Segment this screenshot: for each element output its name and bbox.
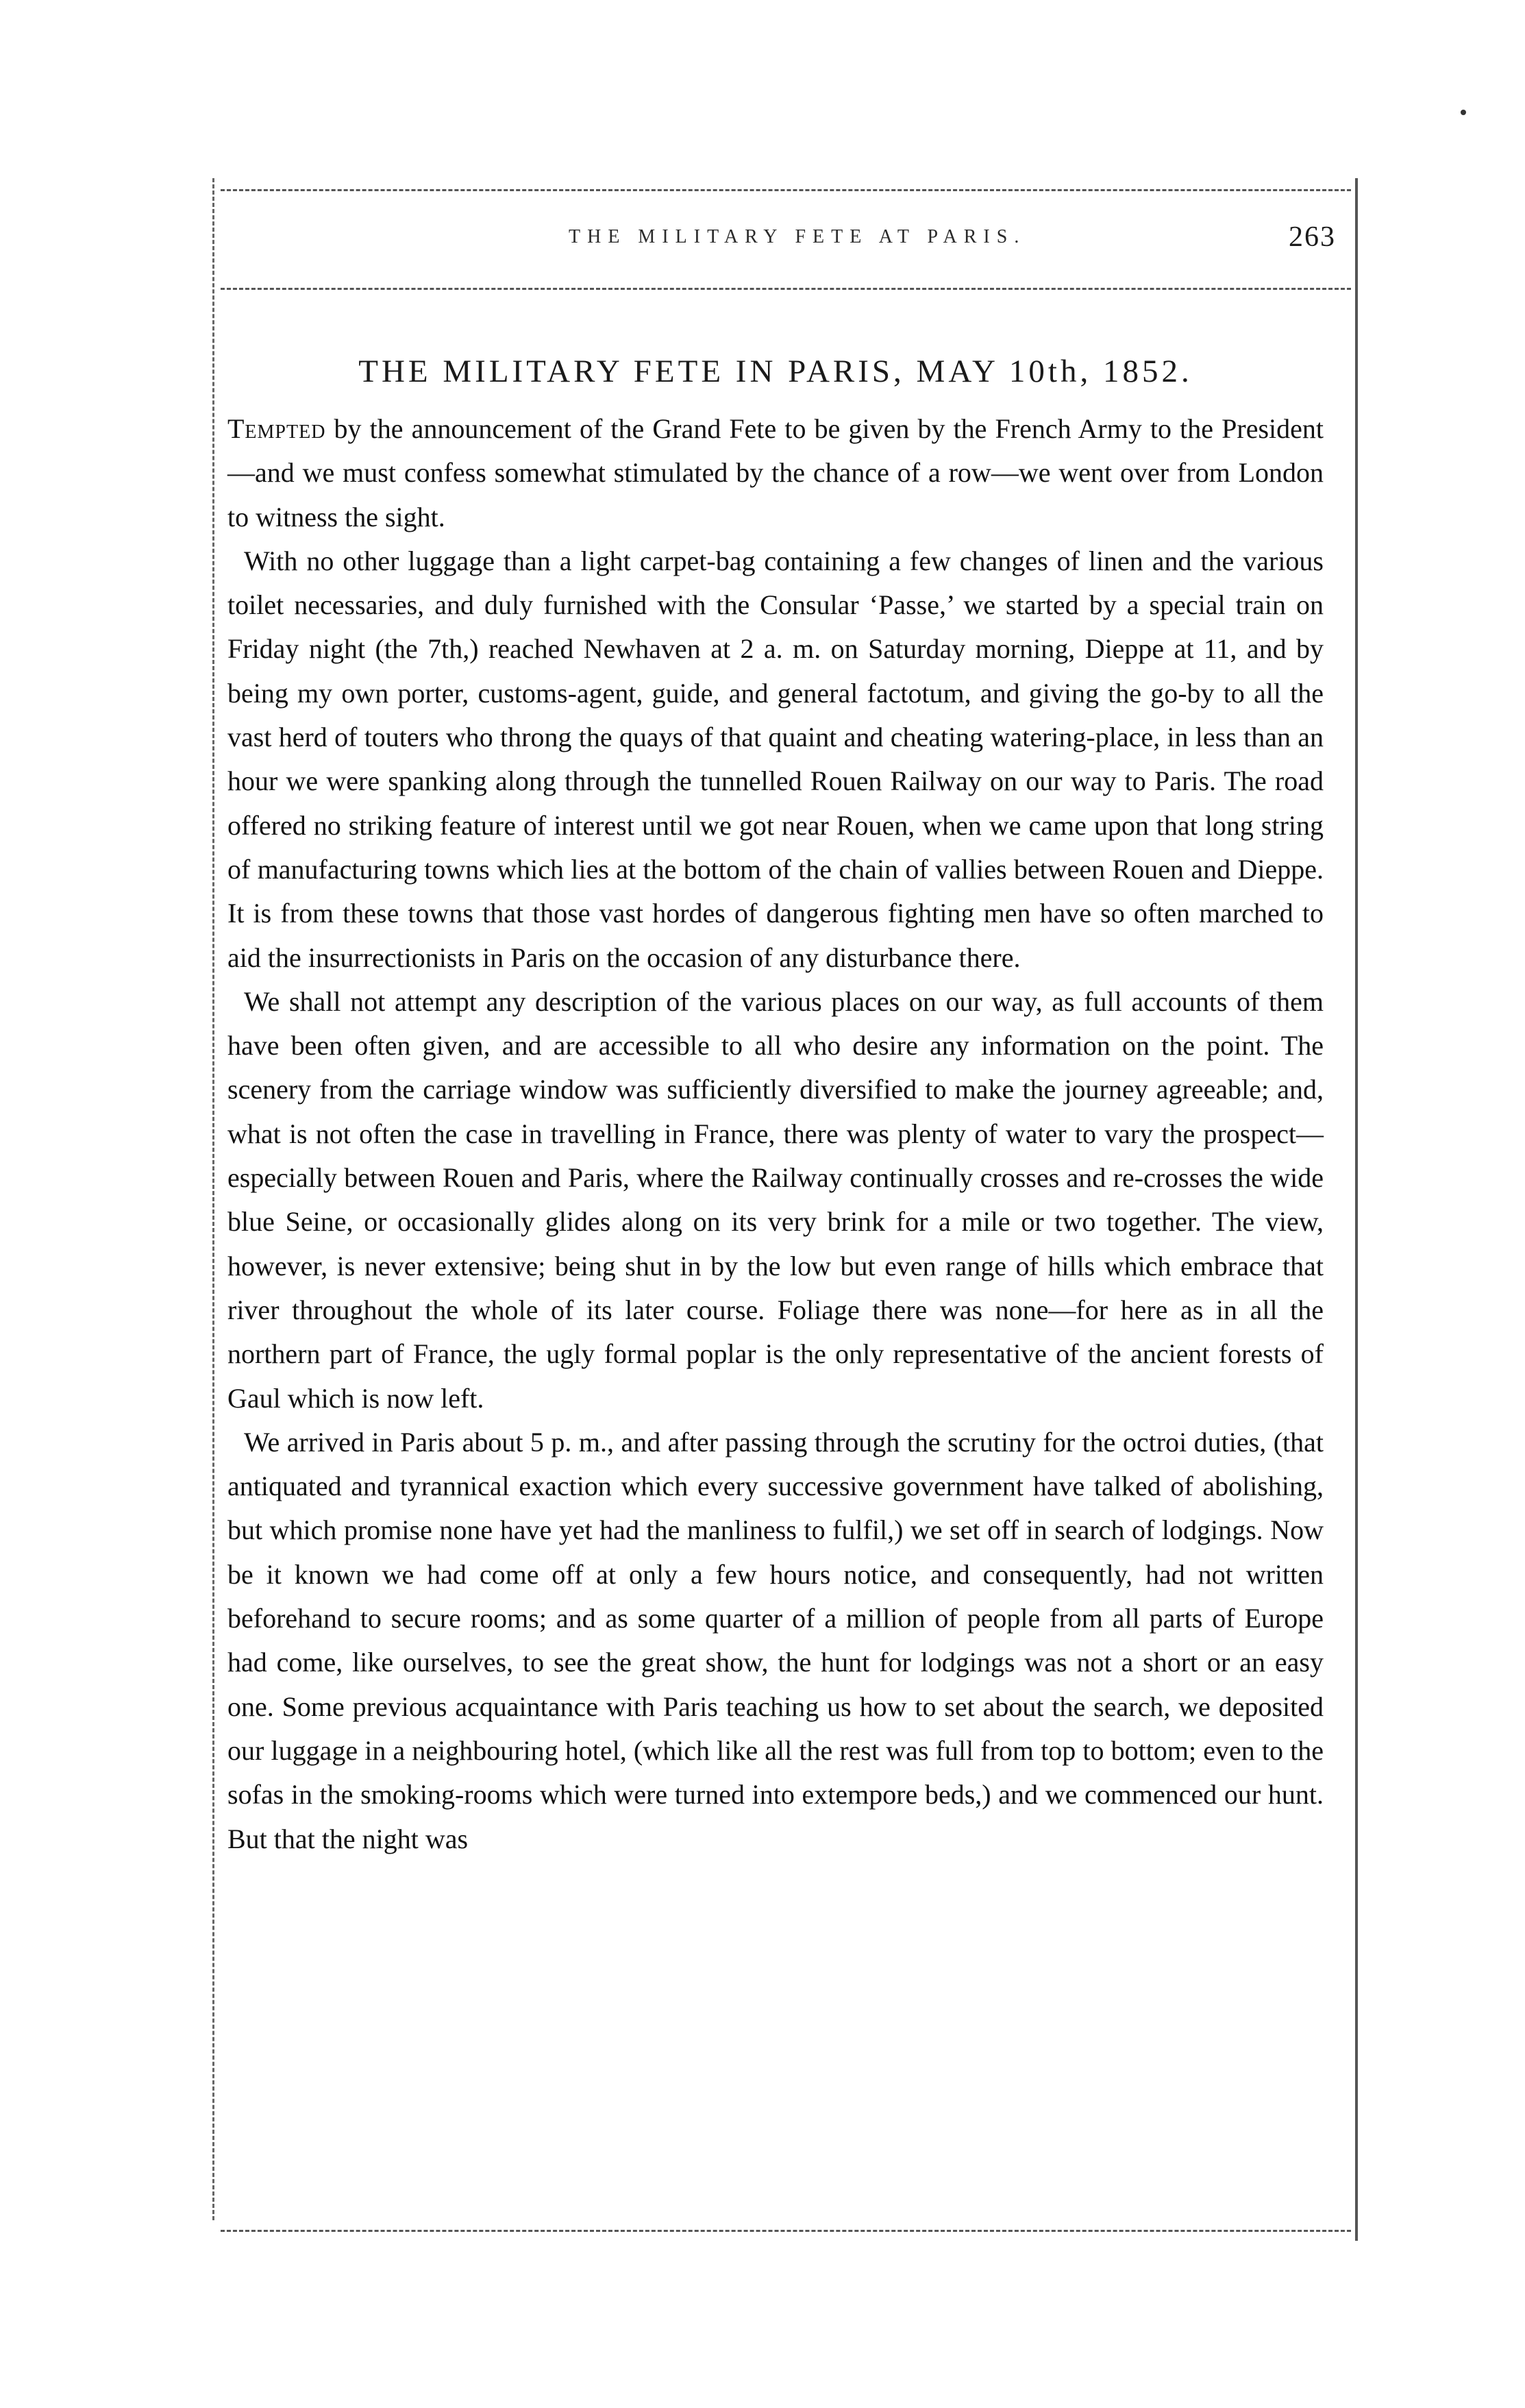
bottom-rule bbox=[221, 2230, 1351, 2232]
article-title: THE MILITARY FETE IN PARIS, MAY 10th, 1852. bbox=[358, 354, 1193, 389]
header-underline bbox=[221, 288, 1351, 290]
page-number: 263 bbox=[1289, 221, 1336, 253]
paragraph-2 bbox=[227, 539, 1324, 980]
article bbox=[227, 348, 1324, 1861]
paragraph-lead-word: Tempted bbox=[227, 413, 326, 444]
running-title: THE MILITARY FETE AT PARIS. bbox=[569, 226, 1026, 247]
paragraph-text: We arrived in Paris about 5 p. m., and after passing through the scrutiny for the octroi duties, (that antiquated and tyrannical exaction which every successive government have talked of abolishing, but which promise none have yet had the manliness to fulfil,) we set off in search of lodgings. Now be it known we had come off at only a few hours notice, and consequently, had not written beforehand to secure rooms; and as some quarter of a million of people from all parts of Europe had come, like ourselves, to see the great show, the hunt for lodgings was not a short or an easy one. Some previous acquaintance with Paris teaching us how to set about the search, we deposited our luggage in a neighbouring hotel, (which like all the rest was full from top to bottom; even to the sofas in the smoking-rooms which were turned into extempore beds,) and we commenced our hunt. But that the night was bbox=[227, 1426, 1324, 1854]
paragraph-text: by the announcement of the Grand Fete to be given by the French Army to the President—and we must confess somewhat stimulated by the chance of a row—we went over from London to witness the sight. bbox=[227, 413, 1324, 532]
paragraph-text: With no other luggage than a light carpet-bag containing a few changes of linen and the various toilet necessaries, and duly furnished with the Consular ‘Passe,’ we started by a special train on Friday night (the 7th,) reached Newhaven at 2 a. m. on Saturday morning, Dieppe at 11, and by being my own porter, customs-agent, guide, and general factotum, and giving the go-by to all the vast herd of touters who throng the quays of that quaint and cheating watering-place, in less than an hour we were spanking along through the tunnelled Rouen Railway on our way to Paris. The road offered no striking feature of interest until we got near Rouen, when we came upon that long string of manufacturing towns which lies at the bottom of the chain of vallies between Rouen and Dieppe. It is from these towns that those vast hordes of dangerous fighting men have so often marched to aid the insurrectionists in Paris on the occasion of any disturbance there. bbox=[227, 545, 1324, 973]
paragraph-4 bbox=[227, 1421, 1324, 1861]
left-frame-line bbox=[212, 178, 214, 2220]
paragraph-1 bbox=[227, 407, 1324, 539]
right-frame-line bbox=[1355, 178, 1358, 2241]
paragraph-text: We shall not attempt any description of the various places on our way, as full accounts of them have been often given, and are accessible to all who desire any information on the point. The scenery from the carriage window was sufficiently diversified to make the journey agreeable; and, what is not often the case in travelling in France, there was plenty of water to vary the prospect—especially between Rouen and Paris, where the Railway continually crosses and re-crosses the wide blue Seine, or occasionally glides along on its very brink for a mile or two together. The view, however, is never extensive; being shut in by the low but even range of hills which embrace that river throughout the whole of its later course. Foliage there was none—for here as in all the northern part of France, the ugly formal poplar is the only representative of the ancient forests of Gaul which is now left. bbox=[227, 985, 1324, 1414]
paragraph-3 bbox=[227, 980, 1324, 1421]
top-rule bbox=[221, 189, 1351, 191]
running-head bbox=[226, 221, 1336, 262]
speck-mark bbox=[1461, 110, 1466, 115]
